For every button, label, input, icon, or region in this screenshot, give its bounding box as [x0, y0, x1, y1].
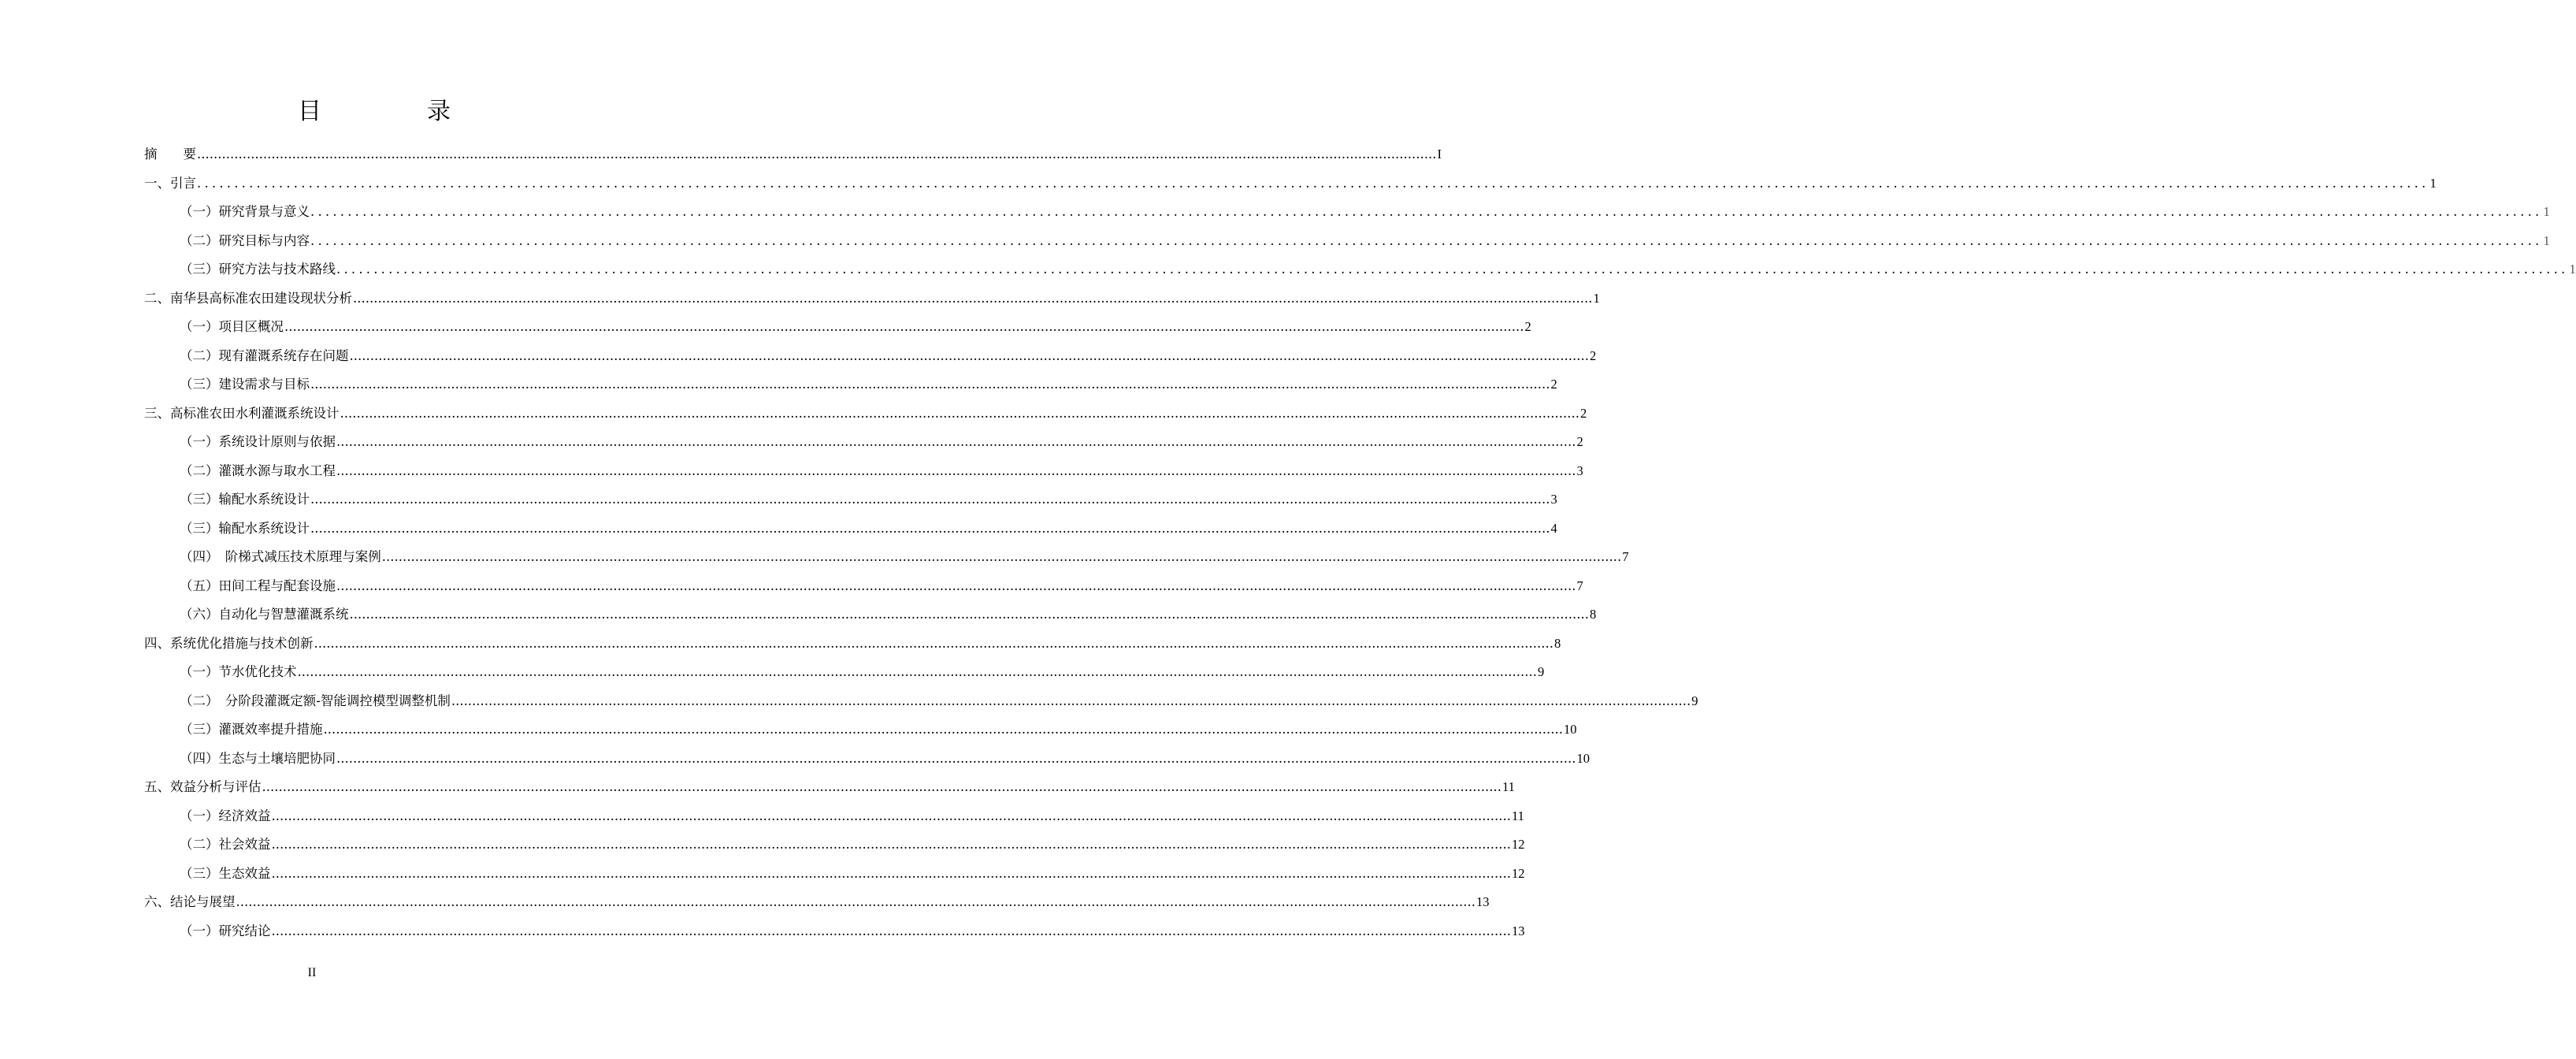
toc-entry-label: （五）田间工程与配套设施: [180, 578, 336, 593]
toc-entry[interactable]: [144, 715, 1577, 745]
toc-entry-label: 四、系统优化措施与技术创新: [144, 635, 314, 651]
toc-entry-label: 二、南华县高标准农田建设现状分析: [144, 290, 352, 306]
toc-dot-leader: ............................................................................................................................................................................................................................................................................................................: [451, 693, 1691, 708]
toc-dot-leader: ............................................................................................................................................................................................................................................................................................................: [353, 290, 1593, 306]
toc-entry-label: （一）研究背景与意义: [180, 204, 310, 219]
toc-dot-leader: ............................................................................................................................................................................................................................................................................................................: [236, 894, 1475, 909]
page-title: 目 录: [298, 98, 492, 125]
toc-entry-label: （二）研究目标与内容: [180, 232, 310, 248]
toc-dot-leader: ............................................................................................................................................................................................................................................................................................................: [310, 377, 1550, 392]
toc-entry-label: （一）节水优化技术: [180, 664, 297, 679]
toc-entry[interactable]: [144, 515, 1557, 544]
toc-entry[interactable]: [144, 457, 1583, 486]
toc-dot-leader: ............................................................................................................................................................................................................................................................................................................: [349, 347, 1589, 363]
toc-entry[interactable]: [144, 830, 1525, 860]
toc-dot-leader: ............................................................................................................................................................................................................................................................................................................: [349, 607, 1589, 622]
toc-entry[interactable]: [144, 687, 1698, 716]
toc-dot-leader: ............................................................................................................................................................................................................................................................................................................: [310, 204, 2543, 219]
toc-entry-page-number: 9: [1537, 664, 1545, 679]
toc-entry-label: 五、效益分析与评估: [144, 779, 262, 794]
toc-dot-leader: ............................................................................................................................................................................................................................................................................................................: [262, 779, 1501, 794]
toc-entry-page-number: 1: [2543, 232, 2550, 248]
toc-dot-leader: ............................................................................................................................................................................................................................................................................................................: [310, 232, 2543, 248]
toc-dot-leader: ............................................................................................................................................................................................................................................................................................................: [197, 175, 2429, 191]
toc-entry-page-number: 8: [1589, 607, 1597, 622]
toc-dot-leader: ............................................................................................................................................................................................................................................................................................................: [297, 664, 1537, 679]
toc-entry[interactable]: [144, 630, 1561, 659]
toc-entry[interactable]: [144, 227, 2550, 256]
toc-entry-page-number: 8: [1553, 635, 1561, 651]
toc-entry-page-number: 13: [1511, 923, 1525, 938]
toc-entry-page-number: 10: [1563, 722, 1577, 737]
toc-entry-label: （一）系统设计原则与依据: [180, 434, 336, 449]
toc-entry-page-number: 1: [2569, 262, 2576, 277]
toc-entry[interactable]: [144, 313, 1531, 342]
toc-dot-leader: ............................................................................................................................................................................................................................................................................................................: [310, 492, 1550, 507]
toc-entry-label: （二） 分阶段灌溉定额-智能调控模型调整机制: [180, 693, 451, 708]
toc-dot-leader: ............................................................................................................................................................................................................................................................................................................: [314, 635, 1553, 651]
toc-entry-label: 三、高标准农田水利灌溉系统设计: [144, 405, 340, 421]
toc-entry-page-number: I: [1437, 147, 1442, 162]
toc-entry-label: （三）建设需求与目标: [180, 377, 310, 392]
toc-entry[interactable]: [144, 428, 1583, 457]
toc-entry-label: （三）生态效益: [180, 865, 271, 881]
toc-entry-page-number: 4: [1550, 520, 1557, 536]
toc-entry-page-number: 2: [1524, 319, 1531, 334]
toc-entry-label: （二）社会效益: [180, 837, 271, 852]
toc-dot-leader: ............................................................................................................................................................................................................................................................................................................: [284, 319, 1524, 334]
toc-entry[interactable]: [144, 802, 1524, 831]
toc-dot-leader: ............................................................................................................................................................................................................................................................................................................: [340, 405, 1579, 421]
toc-entry[interactable]: [144, 140, 1442, 169]
toc-entry-page-number: 13: [1475, 894, 1490, 909]
toc-entry-page-number: 12: [1511, 837, 1525, 852]
toc-entry-label: （三）灌溉效率提升措施: [180, 722, 323, 737]
toc-dot-leader: ............................................................................................................................................................................................................................................................................................................: [381, 549, 1622, 564]
toc-entry-page-number: 7: [1576, 578, 1583, 593]
toc-entry-page-number: 11: [1501, 779, 1515, 794]
toc-entry[interactable]: [144, 600, 1597, 630]
toc-dot-leader: ............................................................................................................................................................................................................................................................................................................: [323, 722, 1563, 737]
toc-entry[interactable]: [144, 572, 1583, 601]
toc-entry-page-number: 3: [1576, 463, 1583, 478]
toc-dot-leader: ............................................................................................................................................................................................................................................................................................................: [271, 865, 1511, 881]
toc-dot-leader: ............................................................................................................................................................................................................................................................................................................: [336, 578, 1576, 593]
toc-dot-leader: ............................................................................................................................................................................................................................................................................................................: [271, 808, 1511, 823]
toc-dot-leader: ............................................................................................................................................................................................................................................................................................................: [197, 147, 1437, 162]
toc-entry[interactable]: [144, 888, 1490, 917]
toc-entry[interactable]: [144, 255, 2576, 284]
toc-entry-page-number: 2: [1579, 405, 1587, 421]
toc-entry-page-number: 11: [1511, 808, 1524, 823]
toc-entry-label: （四）生态与土壤培肥协同: [180, 750, 336, 766]
toc-entry-label: 一、引言: [144, 175, 196, 191]
toc-entry-page-number: 2: [1576, 434, 1583, 449]
toc-entry[interactable]: [144, 658, 1545, 687]
toc-entry[interactable]: [144, 284, 1600, 314]
toc-dot-leader: ............................................................................................................................................................................................................................................................................................................: [271, 923, 1511, 938]
toc-entry-label: 六、结论与展望: [144, 894, 236, 909]
toc-dot-leader: ............................................................................................................................................................................................................................................................................................................: [336, 262, 2569, 277]
toc-entry[interactable]: [144, 543, 1629, 572]
toc-dot-leader: ............................................................................................................................................................................................................................................................................................................: [336, 434, 1576, 449]
toc-entry-label: （一）项目区概况: [180, 319, 284, 334]
toc-entry-page-number: 3: [1550, 492, 1557, 507]
toc-dot-leader: ............................................................................................................................................................................................................................................................................................................: [271, 837, 1511, 852]
toc-entry[interactable]: [144, 745, 1590, 774]
toc-entry-page-number: 10: [1576, 750, 1590, 766]
toc-entry[interactable]: [144, 773, 1515, 802]
toc-entry-label: 摘 要: [144, 147, 196, 162]
toc-entry-page-number: 2: [1589, 347, 1597, 363]
toc-entry[interactable]: [144, 198, 2550, 227]
toc-entry-label: （四） 阶梯式减压技术原理与案例: [180, 549, 381, 564]
toc-entry-label: （六）自动化与智慧灌溉系统: [180, 607, 349, 622]
toc-entry-page-number: 1: [1593, 290, 1600, 306]
toc-entry-page-number: 1: [2429, 175, 2437, 191]
toc-entry-label: （二）现有灌溉系统存在问题: [180, 347, 349, 363]
toc-entry-page-number: 12: [1511, 865, 1525, 881]
toc-entry-page-number: 7: [1622, 549, 1629, 564]
toc-entry[interactable]: [144, 399, 1587, 429]
toc-entry-label: （二）灌溉水源与取水工程: [180, 463, 336, 478]
toc-entry-label: （三）输配水系统设计: [180, 492, 310, 507]
toc-dot-leader: ............................................................................................................................................................................................................................................................................................................: [336, 750, 1576, 766]
toc-entry[interactable]: [144, 860, 1525, 889]
toc-entry[interactable]: [144, 169, 2437, 199]
toc-entry-page-number: 2: [1550, 377, 1557, 392]
toc-entry-label: （三）输配水系统设计: [180, 520, 310, 536]
toc-entry[interactable]: [144, 370, 1557, 399]
toc-dot-leader: ............................................................................................................................................................................................................................................................................................................: [336, 463, 1576, 478]
toc-entry-label: （三）研究方法与技术路线: [180, 262, 336, 277]
toc-entry[interactable]: [144, 342, 1597, 371]
toc-entry-label: （一）研究结论: [180, 923, 271, 938]
toc-entry[interactable]: [144, 917, 1525, 946]
table-of-contents: [144, 140, 2576, 946]
page-number-footer: II: [307, 966, 317, 979]
toc-entry-page-number: 9: [1691, 693, 1698, 708]
toc-dot-leader: ............................................................................................................................................................................................................................................................................................................: [310, 520, 1550, 536]
toc-entry[interactable]: [144, 485, 1557, 515]
toc-entry-label: （一）经济效益: [180, 808, 271, 823]
toc-entry-page-number: 1: [2543, 204, 2550, 219]
